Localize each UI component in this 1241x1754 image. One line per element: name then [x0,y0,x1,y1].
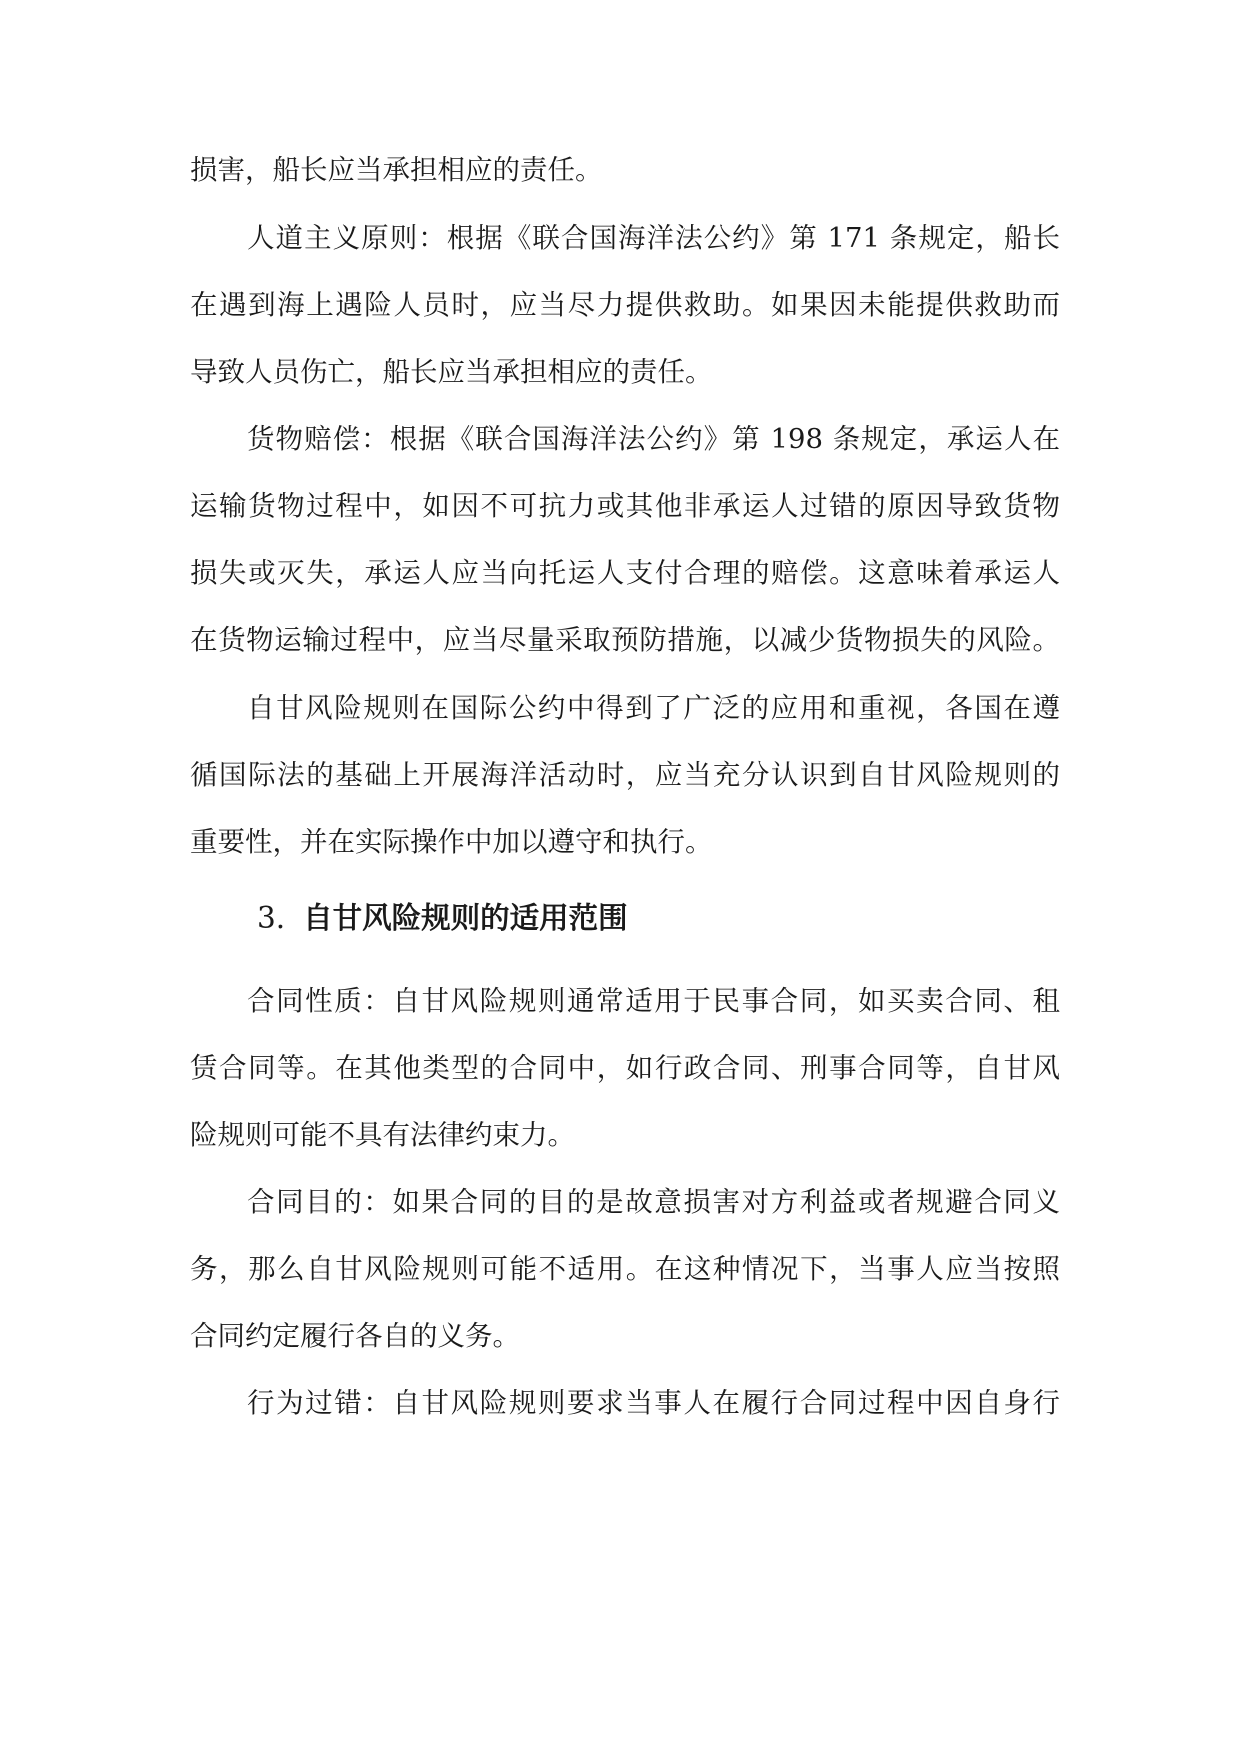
paragraph-line: 循国际法的基础上开展海洋活动时，应当充分认识到自甘风险规则的 [190,759,1060,791]
paragraph-line: 重要性，并在实际操作中加以遵守和执行。 [190,826,713,858]
paragraph-line: 赁合同等。在其他类型的合同中，如行政合同、刑事合同等，自甘风 [190,1052,1060,1084]
paragraph-line: 损害，船长应当承担相应的责任。 [190,154,603,186]
paragraph-line: 在货物运输过程中，应当尽量采取预防措施，以减少货物损失的风险。 [190,624,1060,656]
paragraph-line: 行为过错：自甘风险规则要求当事人在履行合同过程中因自身行 [247,1387,1060,1419]
paragraph-line: 运输货物过程中，如因不可抗力或其他非承运人过错的原因导致货物 [190,490,1060,522]
paragraph-line: 合同约定履行各自的义务。 [190,1320,520,1352]
paragraph-line: 导致人员伤亡，船长应当承担相应的责任。 [190,356,713,388]
paragraph-line: 在遇到海上遇险人员时，应当尽力提供救助。如果因未能提供救助而 [190,289,1060,321]
section-number: 3. [257,901,286,935]
paragraph-line: 险规则可能不具有法律约束力。 [190,1119,575,1151]
paragraph-line: 合同性质：自甘风险规则通常适用于民事合同，如买卖合同、租 [247,985,1060,1017]
paragraph-line: 货物赔偿：根据《联合国海洋法公约》第 198 条规定，承运人在 [247,423,1060,455]
section-title: 自甘风险规则的适用范围 [303,901,628,935]
section-heading [257,896,1057,940]
paragraph-line: 人道主义原则：根据《联合国海洋法公约》第 171 条规定，船长 [247,222,1060,254]
paragraph-line: 务，那么自甘风险规则可能不适用。在这种情况下，当事人应当按照 [190,1253,1060,1285]
paragraph-line: 合同目的：如果合同的目的是故意损害对方利益或者规避合同义 [247,1186,1060,1218]
paragraph-line: 损失或灭失，承运人应当向托运人支付合理的赔偿。这意味着承运人 [190,557,1060,589]
paragraph-line: 自甘风险规则在国际公约中得到了广泛的应用和重视，各国在遵 [247,692,1060,724]
